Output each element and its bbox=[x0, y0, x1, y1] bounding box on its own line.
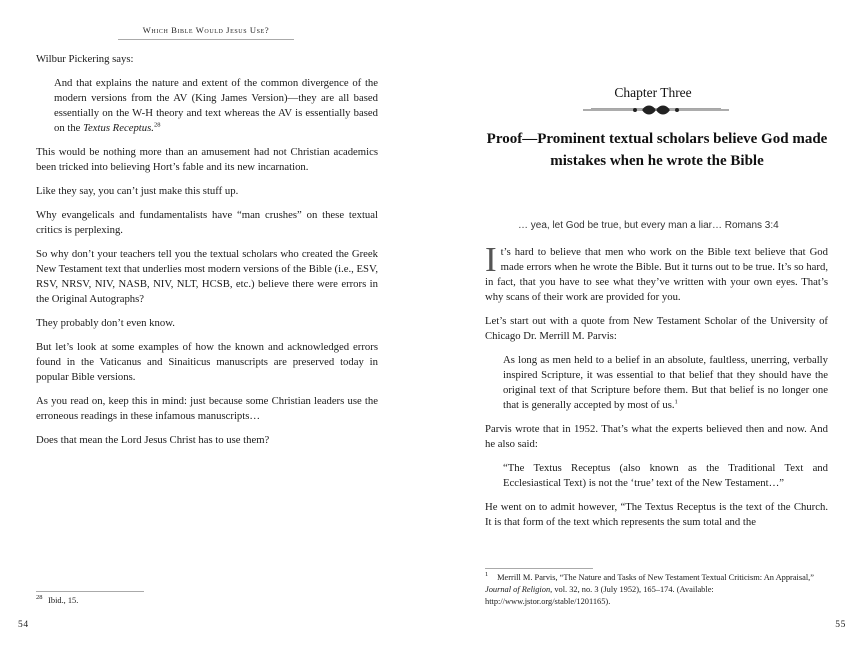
block-quote bbox=[54, 76, 378, 136]
paragraph: This would be nothing more than an amusement had not Christian academics been tricked into believing Hort’s fable and its new incarnation. bbox=[36, 146, 378, 173]
footnote: $^1$ Merrill M. Parvis, “The Nature and Tasks of New Testament Textual Criticism: An Appraisal,” Journal of Religion, vol. 32, no. 3 (July 1952), 165–174. (Available: http://www.jstor.org/stable/1201165). bbox=[485, 571, 814, 606]
drop-cap: I bbox=[485, 240, 497, 279]
ornament-divider-icon bbox=[583, 103, 729, 117]
footnote-text: Ibid., 15. bbox=[48, 596, 79, 605]
chapter-label: Chapter Three bbox=[614, 85, 692, 100]
left-body-text bbox=[36, 52, 378, 457]
epigraph: … yea, let God be true, but every man a liar… Romans 3:4 bbox=[518, 220, 779, 231]
footnote-text: Merrill M. Parvis, “The Nature and Tasks of New Testament Textual Criticism: An Appraisal,” bbox=[497, 573, 814, 582]
paragraph: Parvis wrote that in 1952. That’s what the experts believed then and now. And he also said: bbox=[485, 423, 828, 450]
footnote-text-end: , vol. 32, no. 3 (July 1952), 165–174. (Available: http://www.jstor.org/stable/1201165). bbox=[485, 585, 714, 606]
paragraph: Does that mean the Lord Jesus Christ has to use them? bbox=[36, 434, 270, 446]
opening-paragraph bbox=[485, 240, 828, 305]
quote-text: And that explains the nature and extent of the common divergence of the modern versions from the AV (King James Version)—they are all based essentially on the W-H theory and text whereas the AV is essentially based on the bbox=[54, 77, 378, 134]
right-body-text bbox=[485, 240, 828, 539]
block-quote bbox=[503, 353, 828, 413]
journal-title: Journal of Religion bbox=[485, 585, 551, 594]
paragraph: Like they say, you can’t just make this stuff up. bbox=[36, 185, 239, 197]
footnote: $^{28}$ Ibid., 15. bbox=[36, 594, 79, 605]
paragraph: He went on to admit however, “The Textus Receptus is the text of the Church. It is that form of the text which represents the sum total and the bbox=[485, 501, 828, 528]
running-head-rule bbox=[118, 39, 294, 40]
quote-italic: Textus Receptus. bbox=[83, 122, 154, 134]
page-number: 55 bbox=[835, 620, 846, 630]
block-quote: “The Textus Receptus (also known as the Traditional Text and Ecclesiastical Text) is not the ‘true’ text of the New Testament…” bbox=[503, 462, 828, 489]
paragraph: But let’s look at some examples of how the known and acknowledged errors found in the Vaticanus and Sinaiticus manuscripts are preserved today in popular Bible versions. bbox=[36, 341, 378, 383]
footnote-rule bbox=[485, 568, 593, 569]
paragraph: Let’s start out with a quote from New Testament Scholar of the University of Chicago Dr. Merrill M. Parvis: bbox=[485, 315, 828, 342]
quote-text: As long as men held to a belief in an absolute, faultless, unerring, verbally inspired Scripture, it was essential to that belief that they should have the original text of that Scripture before them. But that belief is no longer one that is generally accepted by most of us. bbox=[503, 354, 828, 411]
paragraph: Wilbur Pickering says: bbox=[36, 53, 134, 65]
paragraph: They probably don’t even know. bbox=[36, 317, 175, 329]
page-number: 54 bbox=[18, 620, 29, 630]
paragraph: As you read on, keep this in mind: just because some Christian leaders use the erroneous readings in these infamous manuscripts… bbox=[36, 395, 378, 422]
running-head: Which Bible Would Jesus Use? bbox=[142, 25, 270, 35]
paragraph: Why evangelicals and fundamentalists have “man crushes” on these textual critics is perplexing. bbox=[36, 209, 378, 236]
paragraph-text: t’s hard to believe that men who work on the Bible text believe that God made errors when he wrote the Bible. But it turns out to be true. It’s so hard, in fact, that you have to see what they’ve written with your own eyes. That’s why scans of their work are provided for you. bbox=[485, 246, 828, 303]
right-page bbox=[432, 0, 864, 648]
footnote-ref: 1 bbox=[674, 398, 678, 406]
paragraph: So why don’t your teachers tell you the textual scholars who created the Greek New Testament text that underlies most modern versions of the Bible (i.e., ESV, RSV, NRSV, NIV, NASB, NIV, NLT, HCSB, etc.) believe there were errors in the Original Autographs? bbox=[36, 248, 378, 305]
footnote-ref: 28 bbox=[153, 121, 161, 129]
footnote-rule bbox=[36, 591, 144, 592]
chapter-title: Proof—Prominent textual scholars believe God made mistakes when he wrote the Bible bbox=[486, 131, 828, 169]
